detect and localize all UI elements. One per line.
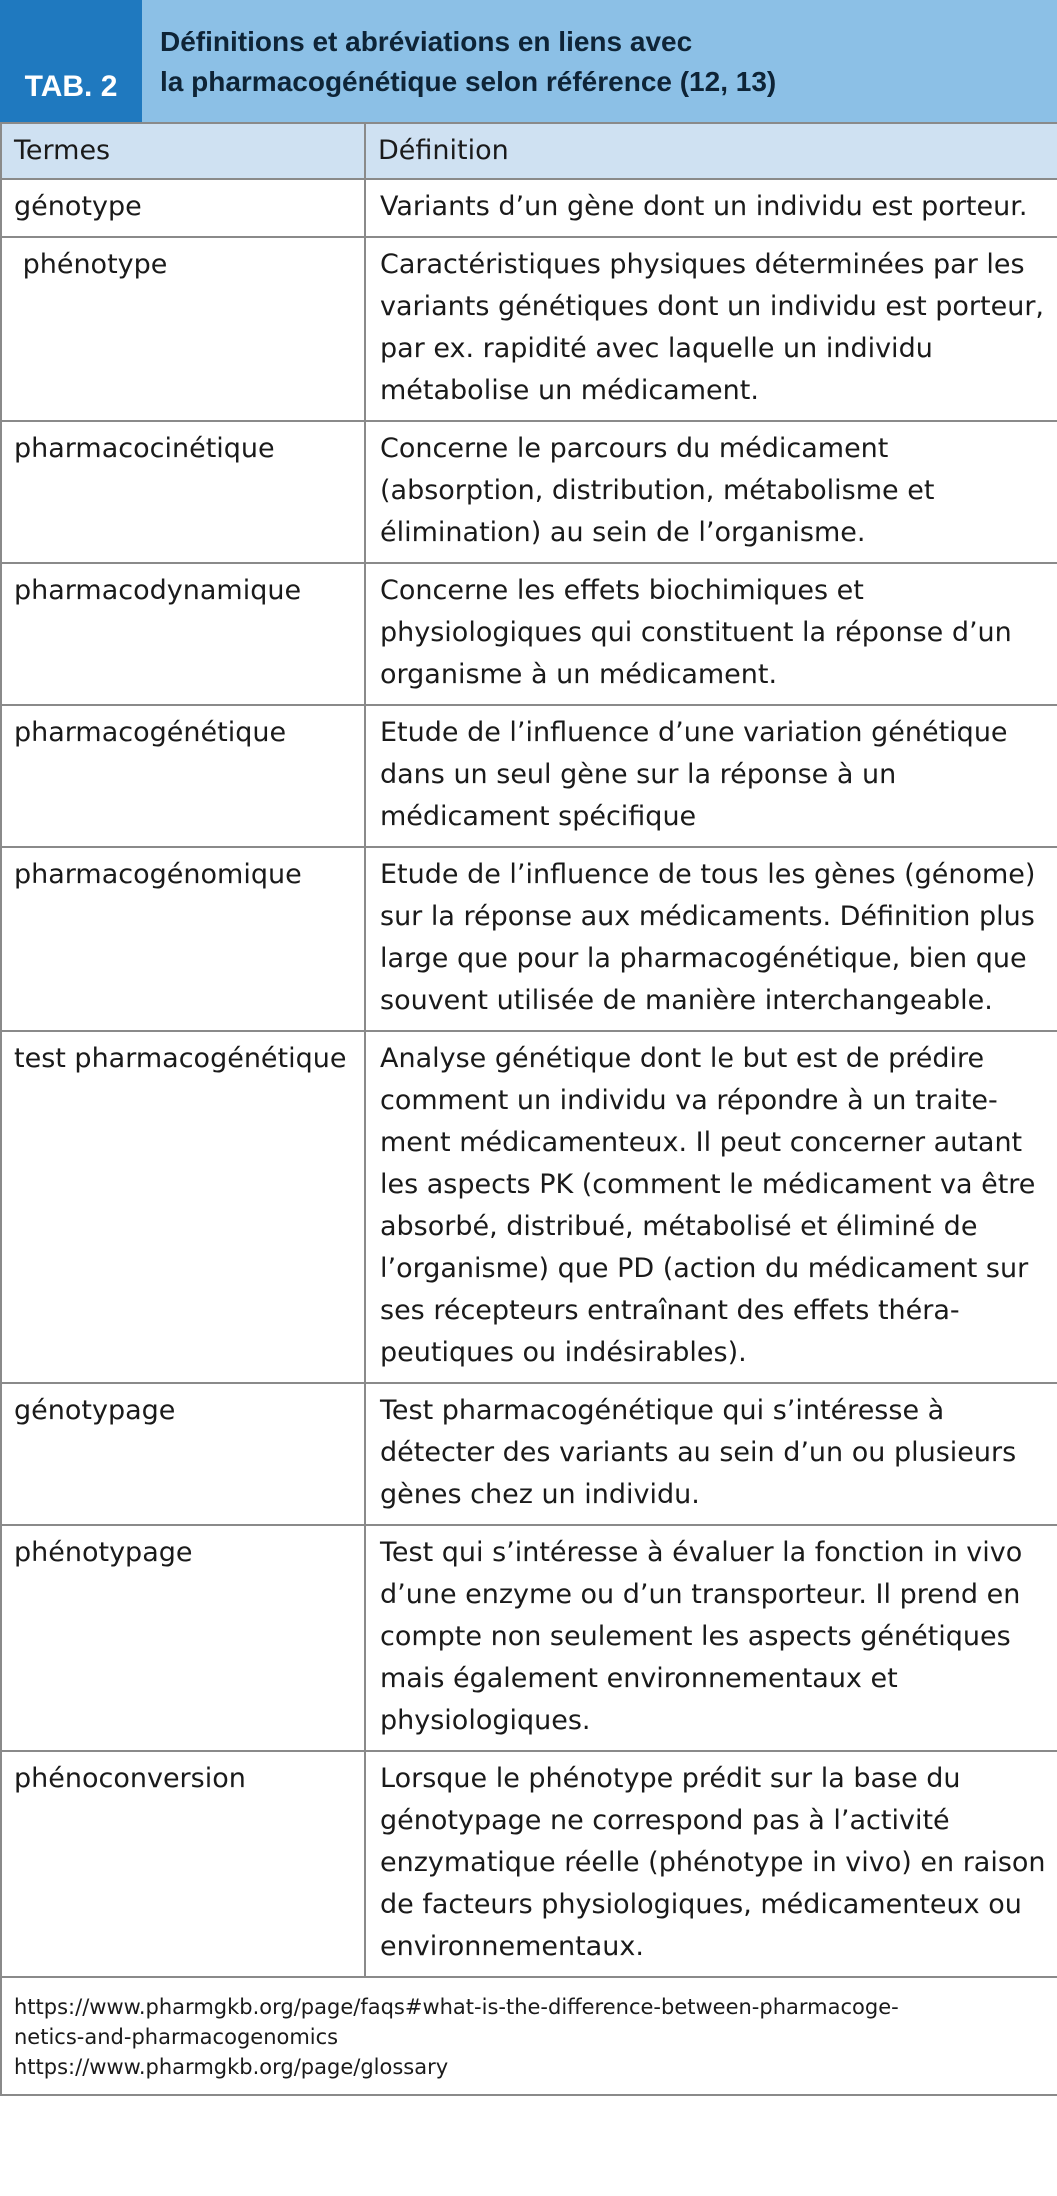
term-cell: pharmacogénétique <box>1 705 365 847</box>
term-cell: pharmacogénomique <box>1 847 365 1031</box>
definition-cell: Analyse génétique dont le but est de prédire comment un individu va répondre à un traitement médicamenteux. Il peut concerner autant les aspects PK (comment le médicament va être absorbé, distribué, métabolisé et éliminé de l’organisme) que PD (action du médicament sur ses récepteurs entraînant des effets thérapeutiques ou indésirables). <box>365 1031 1057 1383</box>
term-cell: phénotypage <box>1 1525 365 1751</box>
table-header-row <box>1 123 1057 179</box>
definition-cell: Caractéristiques physiques déterminées par les variants génétiques dont un individu est porteur, par ex. rapidité avec laquelle un individu métabolise un médicament. <box>365 237 1057 421</box>
table-row <box>1 563 1057 705</box>
table-row <box>1 1031 1057 1383</box>
column-header-terms: Termes <box>1 123 365 179</box>
references-cell <box>1 1977 1057 2095</box>
column-header-definition: Définition <box>365 123 1057 179</box>
definition-cell: Concerne les effets biochimiques et physiologiques qui constituent la réponse d’un organisme à un médicament. <box>365 563 1057 705</box>
table-row <box>1 1525 1057 1751</box>
term-cell: phénoconversion <box>1 1751 365 1977</box>
table-number-label: TAB. 2 <box>0 0 142 122</box>
definition-cell: Concerne le parcours du médicament (absorption, distribution, métabolisme et élimination) au sein de l’organisme. <box>365 421 1057 563</box>
table-row <box>1 179 1057 237</box>
term-cell: pharmacocinétique <box>1 421 365 563</box>
definition-cell: Test qui s’intéresse à évaluer la fonction in vivo d’une enzyme ou d’un transporteur. Il prend en compte non seulement les aspects génétiques mais également environnementaux et physiologiques. <box>365 1525 1057 1751</box>
table-row <box>1 847 1057 1031</box>
table-row <box>1 421 1057 563</box>
term-cell: génotypage <box>1 1383 365 1525</box>
table-row <box>1 1383 1057 1525</box>
reference-link-faq-part-1[interactable]: https://www.pharmgkb.org/page/faqs#what-is-the-difference-between-pharmacoge- <box>14 1995 899 2019</box>
table-row <box>1 237 1057 421</box>
table-header <box>0 0 1057 122</box>
definitions-table <box>0 122 1057 2096</box>
reference-link-glossary[interactable]: https://www.pharmgkb.org/page/glossary <box>14 2055 449 2079</box>
definition-cell: Test pharmacogénétique qui s’intéresse à détecter des variants au sein d’un ou plusieurs gènes chez un individu. <box>365 1383 1057 1525</box>
table-title-line-1: Définitions et abréviations en liens avec <box>160 26 693 57</box>
definition-cell: Variants d’un gène dont un individu est porteur. <box>365 179 1057 237</box>
definition-cell: Etude de l’influence de tous les gènes (génome) sur la réponse aux médicaments. Définition plus large que pour la pharmacogénétique, bien que souvent utilisée de manière interchangeable. <box>365 847 1057 1031</box>
table-footer-row <box>1 1977 1057 2095</box>
definition-cell: Lorsque le phénotype prédit sur la base du génotypage ne correspond pas à l’activité enzymatique réelle (phénotype in vivo) en raison de facteurs physiologiques, médicamenteux ou environnementaux. <box>365 1751 1057 1977</box>
table-title <box>142 0 1057 122</box>
definition-cell: Etude de l’influence d’une variation génétique dans un seul gène sur la réponse à un médicament spécifique <box>365 705 1057 847</box>
table-title-line-2: la pharmacogénétique selon référence (12, 13) <box>160 66 777 97</box>
term-cell: test pharmacogénétique <box>1 1031 365 1383</box>
term-cell: génotype <box>1 179 365 237</box>
term-cell: phénotype <box>1 237 365 421</box>
reference-link-faq-part-2[interactable]: netics-and-pharmacogenomics <box>14 2025 339 2049</box>
table-row <box>1 705 1057 847</box>
term-cell: pharmacodynamique <box>1 563 365 705</box>
table-row <box>1 1751 1057 1977</box>
